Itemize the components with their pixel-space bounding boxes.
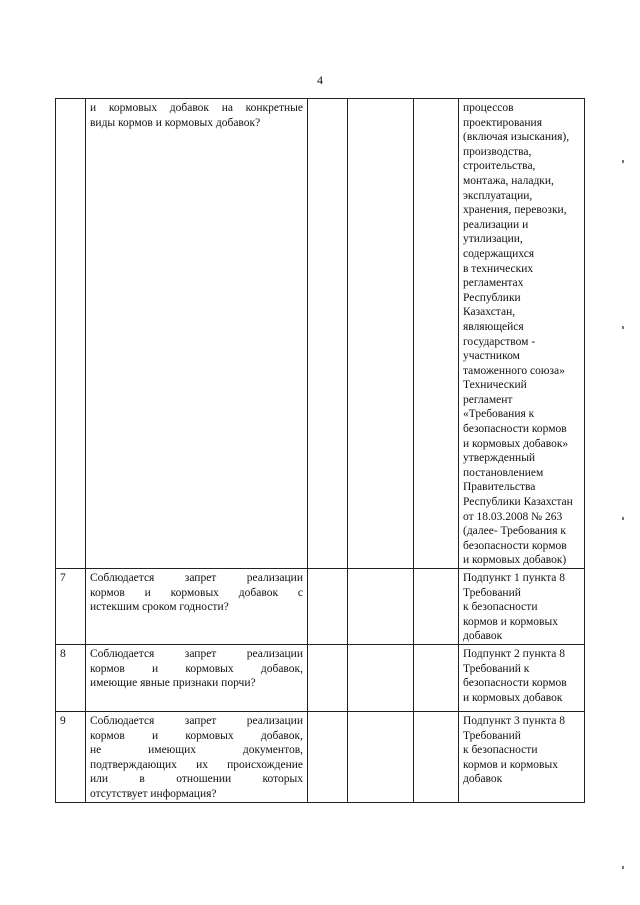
reference-line: являющейся [463,320,524,333]
table-row [56,99,585,569]
requirement-question [86,644,308,711]
reference-line: хранения, перевозки, [463,204,567,217]
reference-line: Требований к [463,662,530,675]
reference-line: в технических [463,262,534,275]
answer-no-cell [348,569,414,645]
reference-line: регламентах [463,277,524,290]
reference-line: «Требования к [463,408,535,421]
answer-yes-cell [308,569,348,645]
scan-mark [622,160,624,163]
row-number: 8 [56,644,86,711]
answer-no-cell [348,99,414,569]
reference-line: утилизации, [463,233,523,246]
reference-line: к безопасности [463,601,538,614]
row-number [56,99,86,569]
reference-line: строительства, [463,160,536,173]
table-row [56,644,585,711]
answer-yes-cell [308,711,348,802]
checklist-table [55,98,585,803]
question-line: имеющие явные признаки порчи? [90,677,256,690]
scan-mark [622,517,624,520]
question-line: или в отношении которых [90,773,303,786]
question-line: отсутствует информация? [90,787,217,800]
answer-no-cell [348,711,414,802]
reference-line: проектирования [463,116,542,129]
reference-line: и кормовых добавок [463,691,563,704]
question-line: Соблюдается запрет реализации [90,647,303,660]
table-row [56,711,585,802]
reference-line: Казахстан, [463,306,516,319]
reference-line: таможенного союза» [463,364,565,377]
reference-line: Республики [463,291,521,304]
requirement-question [86,711,308,802]
legal-reference [459,99,585,569]
reference-line: безопасности кормов [463,423,567,436]
reference-line: Подпункт 1 пункта 8 [463,572,565,584]
reference-line: эксплуатации, [463,189,533,202]
question-line: кормов и кормовых добавок, [90,662,303,675]
reference-line: (включая изыскания), [463,131,570,144]
reference-line: реализации и [463,218,529,231]
answer-na-cell [414,569,459,645]
requirement-question [86,99,308,569]
reference-line: государством - [463,335,536,348]
answer-na-cell [414,711,459,802]
reference-line: процессов [463,102,514,114]
reference-line: регламент [463,393,513,406]
reference-line: безопасности кормов [463,539,567,552]
row-number: 7 [56,569,86,645]
legal-reference [459,711,585,802]
question-line: виды кормов и кормовых добавок? [90,116,261,129]
reference-line: кормов и кормовых [463,758,558,771]
reference-line: Правительства [463,481,536,494]
question-line: подтверждающих их происхождение [90,758,303,771]
legal-reference [459,644,585,711]
question-line: не имеющих документов, [90,744,303,757]
page-number: 4 [317,73,323,87]
reference-line: участником [463,350,520,363]
answer-no-cell [348,644,414,711]
answer-na-cell [414,644,459,711]
reference-line: Подпункт 3 пункта 8 [463,714,565,727]
question-line: истекшим сроком годности? [90,601,229,614]
reference-line: производства, [463,145,532,158]
reference-line: безопасности кормов [463,677,567,690]
reference-line: постановлением [463,466,544,479]
reference-line: и кормовых добавок» [463,437,569,450]
reference-line: добавок [463,773,503,786]
scan-mark [622,326,624,329]
table-row [56,569,585,645]
question-line: Соблюдается запрет реализации [90,572,303,584]
answer-yes-cell [308,644,348,711]
answer-na-cell [414,99,459,569]
reference-line: к безопасности [463,744,538,757]
reference-line: утвержденный [463,452,536,465]
reference-line: монтажа, наладки, [463,174,554,187]
question-line: кормов и кормовых добавок с [90,586,303,599]
answer-yes-cell [308,99,348,569]
reference-line: добавок [463,630,503,643]
reference-line: Требований [463,729,521,742]
row-number: 9 [56,711,86,802]
scan-mark [622,866,624,869]
reference-line: кормов и кормовых [463,615,558,628]
reference-line: Технический [463,379,527,392]
reference-line: Подпункт 2 пункта 8 [463,647,565,660]
requirement-question [86,569,308,645]
question-line: Соблюдается запрет реализации [90,714,303,727]
question-line: и кормовых добавок на конкретные [90,102,303,114]
legal-reference [459,569,585,645]
question-line: кормов и кормовых добавок, [90,729,303,742]
reference-line: содержащихся [463,247,535,260]
reference-line: и кормовых добавок) [463,554,567,567]
reference-line: (далее- Требования к [463,525,567,538]
reference-line: от 18.03.2008 № 263 [463,510,563,523]
reference-line: Республики Казахстан [463,496,573,509]
reference-line: Требований [463,586,521,599]
